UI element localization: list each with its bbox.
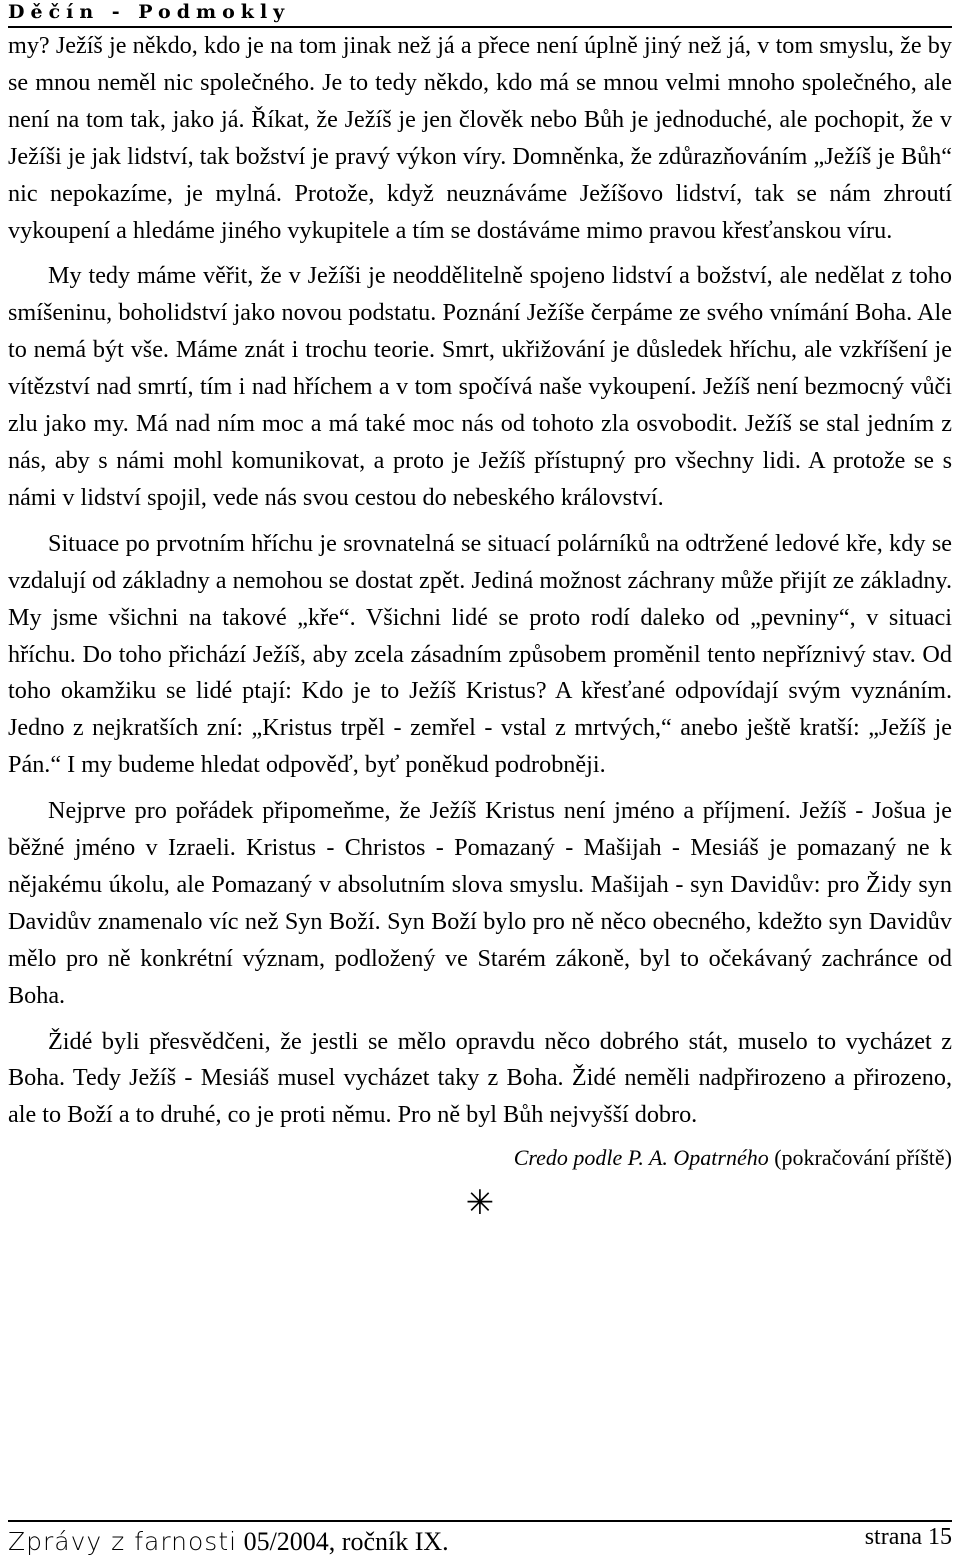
paragraph-1: my? Ježíš je někdo, kdo je na tom jinak než já a přece není úplně jiný než já, v tom smyslu, že by se mnou neměl nic společného. Je to tedy někdo, kdo má se mnou velmi mnoho společného, ale není na tom tak, jako já. Říkat, že Ježíš je jen člověk nebo Bůh je jednoduché, ale pochopit, že v Ježíši je jak lidství, tak božství je pravý výkon víry. Domněnka, že zdůrazňováním „Ježíš je Bůh“ nic nepokazíme, je mylná. Protože, když neuznáváme Ježíšovo lidství, tak se nám zhroutí vykoupení a hledáme jiného vykupitele a tím se dostáváme mimo pravou křesťanskou víru. (8, 32, 952, 244)
source-author: Credo podle P. A. Opatrného (513, 1145, 769, 1171)
source-attribution (8, 1143, 952, 1173)
running-title: Děčín - Podmokly (8, 1, 291, 23)
paragraph-2: My tedy máme věřit, že v Ježíši je neoddělitelně spojeno lidství a božství, ale nedělat z toho smíšeninu, boholidství jako novou podstatu. Poznání Ježíše čerpáme ze svého vnímání Boha. Ale to nemá být vše. Máme znát i trochu teorie. Smrt, ukřižování je důsledek hříchu, ale vzkříšení je vítězství nad smrtí, tím i nad hříchem a v tom spočívá naše vykoupení. Ježíš není bezmocný vůči zlu jako my. Má nad ním moc a má také moc nás od tohoto zla osvobodit. Ježíš se stal jedním z nás, aby s námi mohl komunikovat, a proto je Ježíš přístupný pro všechny lidi. A protože se s námi v lidství spojil, vede nás svou cestou do nebeského království. (8, 262, 952, 511)
paragraph-3: Situace po prvotním hříchu je srovnatelná se situací polárníků na odtržené ledové kře, kdy se vzdalují od základny a nemohou se dostat zpět. Jediná možnost záchrany může přijít ze základny. My jsme všichni na takové „kře“. Všichni lidé se proto rodí daleko od „pevniny“, v situaci hříchu. Do toho přichází Ježíš, aby zcela zásadním způsobem proměnil tento nepříznivý stav. Od toho okamžiku se lidé ptají: Kdo je to Ježíš Kristus? A křesťané odpovídají svým vyznáním. Jedno z nejkratších zní: „Kristus trpěl - zemřel - vstal z mrtvých,“ anebo ještě kratší: „Ježíš je Pán.“ I my budeme hledat odpověď, byť poněkud podrobněji. (8, 529, 952, 779)
magazine-name: Zprávy z farnosti (8, 1527, 238, 1556)
page-footer (8, 1520, 952, 1562)
issue-info: 05/2004, ročník IX. (243, 1527, 449, 1556)
continuation-note: (pokračování příště) (774, 1145, 952, 1171)
asterisk-ornament-icon: ✳ (465, 1183, 495, 1224)
footer-publication (8, 1526, 449, 1558)
paragraph-4: Nejprve pro pořádek připomeňme, že Ježíš Kristus není jméno a příjmení. Ježíš - Jošua je běžné jméno v Izraeli. Kristus - Christos - Pomazaný - Mašijah - Mesiáš je pomazaný ne k nějakému úkolu, ale Pomazaný v absolutním slova smyslu. Mašijah - syn Davidův: pro Židy syn Davidův znamenalo víc než Syn Boží. Syn Boží bylo pro ně něco obecného, kdežto syn Davidův mělo pro ně konkrétní význam, podložený ve Starém zákoně, byl to očekávaný zachránce od Boha. (8, 797, 952, 1009)
paragraph-5: Židé byli přesvědčeni, že jestli se mělo opravdu něco dobrého stát, muselo to vycházet z Boha. Tedy Ježíš - Mesiáš musel vycházet taky z Boha. Židé neměli nadpřirozeno a přirozeno, ale to Boží a to druhé, co je proti němu. Pro ně byl Bůh nejvyšší dobro. (8, 1027, 952, 1129)
running-header (8, 0, 952, 28)
page-number: strana 15 (864, 1524, 952, 1550)
article-body (8, 28, 952, 1223)
